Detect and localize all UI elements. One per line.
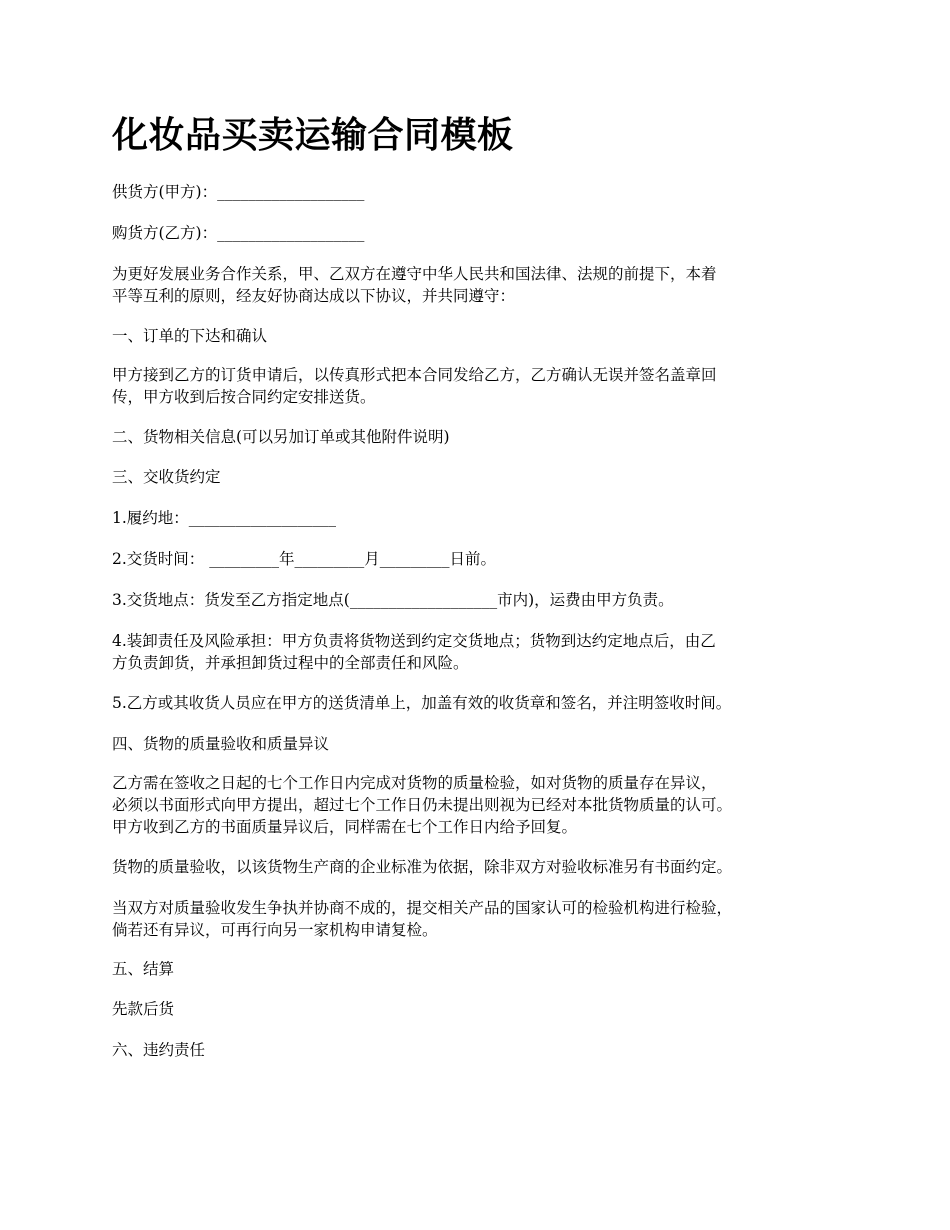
text-line: 一、订单的下达和确认: [112, 327, 268, 345]
intro-paragraph: [112, 263, 842, 307]
clause-3-5: [112, 692, 842, 714]
text-line: 货物的质量验收，以该货物生产商的企业标准为依据，除非双方对验收标准另有书面约定。: [112, 858, 733, 876]
text-line: 平等互利的原则，经友好协商达成以下协议，并共同遵守：: [112, 287, 516, 305]
text-line: 乙方需在签收之日起的七个工作日内完成对货物的质量检验，如对货物的质量存在异议，: [112, 774, 717, 792]
section-1-body: [112, 364, 842, 408]
section-4-body-3: [112, 897, 842, 941]
supplier-line: [112, 181, 842, 203]
section-3-heading: [112, 466, 842, 488]
clause-3-2: [112, 548, 842, 570]
buyer-line: [112, 222, 842, 244]
section-1-heading: [112, 325, 842, 347]
text-line: 五、结算: [112, 960, 175, 978]
clause-3-4: [112, 630, 842, 674]
text-line: 5.乙方或其收货人员应在甲方的送货清单上，加盖有效的收货章和签名，并注明签收时间。: [112, 694, 732, 712]
text-line: 四、货物的质量验收和质量异议: [112, 735, 330, 753]
text-line: 六、违约责任: [112, 1041, 206, 1059]
section-2-heading: [112, 426, 842, 448]
text-line: 倘若还有异议，可再行向另一家机构申请复检。: [112, 921, 438, 939]
text-line: 当双方对质量验收发生争执并协商不成的，提交相关产品的国家认可的检验机构进行检验，: [112, 899, 733, 917]
text-line: 为更好发展业务合作关系，甲、乙双方在遵守中华人民共和国法律、法规的前提下，本着: [112, 265, 717, 283]
text-line: 二、货物相关信息(可以另加订单或其他附件说明): [112, 428, 450, 446]
document-title: 化妆品买卖运输合同模板: [112, 114, 514, 156]
section-4-body-1: [112, 772, 842, 838]
section-5-body: [112, 998, 842, 1020]
section-4-body-2: [112, 856, 842, 878]
text-line: 三、交收货约定: [112, 468, 221, 486]
section-5-heading: [112, 958, 842, 980]
text-line: 传，甲方收到后按合同约定安排送货。: [112, 388, 376, 406]
text-line: 先款后货: [112, 1000, 175, 1018]
clause-3-3: [112, 589, 842, 611]
text-line: 方负责卸货，并承担卸货过程中的全部责任和风险。: [112, 654, 469, 672]
text-line: 甲方接到乙方的订货申请后，以传真形式把本合同发给乙方，乙方确认无误并签名盖章回: [112, 366, 717, 384]
clause-3-1: [112, 507, 842, 529]
text-line: 3.交货地点：货发至乙方指定地点(___________________市内)，运费由甲方负责。: [112, 591, 674, 609]
text-line: 4.装卸责任及风险承担：甲方负责将货物送到约定交货地点；货物到达约定地点后，由乙: [112, 632, 716, 650]
text-line: 供货方(甲方)：___________________: [112, 183, 365, 201]
text-line: 1.履约地：___________________: [112, 509, 337, 527]
section-4-heading: [112, 733, 842, 755]
text-line: 甲方收到乙方的书面质量异议后，同样需在七个工作日内给予回复。: [112, 818, 578, 836]
text-line: 必须以书面形式向甲方提出，超过七个工作日仍未提出则视为已经对本批货物质量的认可。: [112, 796, 733, 814]
text-line: 2.交货时间： _________年_________月_________日前。: [112, 550, 496, 568]
text-line: 购货方(乙方)：___________________: [112, 224, 365, 242]
section-6-heading: [112, 1039, 842, 1061]
